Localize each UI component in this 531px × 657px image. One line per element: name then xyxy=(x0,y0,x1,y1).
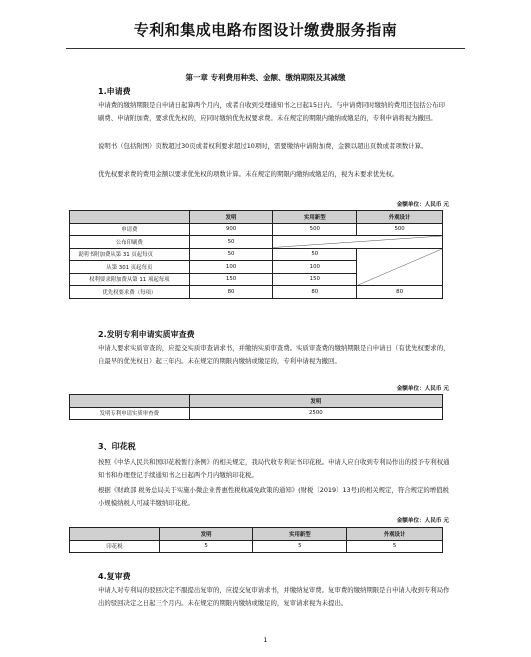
row-label: 说明书附加费从第 31 页起每页 xyxy=(70,248,190,261)
row-label: 权利要求附加费从第 11 项起每项 xyxy=(70,273,190,286)
document-title: 专利和集成电路布图设计缴费服务指南 xyxy=(133,21,398,39)
section-3-unit-note: 金额单位：人民币 元 xyxy=(396,518,449,524)
table-cell: 100 xyxy=(273,261,357,274)
table-row xyxy=(70,540,443,553)
title-divider xyxy=(66,48,465,49)
section-4-heading: 4.复审费 xyxy=(98,572,131,581)
table-header-cell: 发明 xyxy=(189,211,273,224)
section-2-paragraph-1: 申请人要求实质审查的，应提交实质审查请求书，并缴纳实质审查费。实质审查费的缴纳期限是自申请日（有优先权要求的，自最早的优先权日）起三年内。未在规定的期限内缴纳或缴足的，专利申请视为撤回。 xyxy=(98,344,450,365)
section-1-paragraph-2: 说明书（包括附图）页数超过30页或者权利要求超过10项时，需要缴纳申请附加费，金额以超出页数或者项数计算。 xyxy=(98,142,428,150)
section-1-paragraph-3: 优先权要求费的费用金额以要求优先权的项数计算。未在规定的期限内缴纳或缴足的，视为未要求优先权。 xyxy=(98,170,399,178)
table-header-row xyxy=(70,211,443,224)
table-cell: 5 xyxy=(347,540,443,553)
section-1-unit-note: 金额单位：人民币 元 xyxy=(396,202,449,208)
row-label: 优先权要求费（每项） xyxy=(70,286,190,299)
table-cell: 5 xyxy=(159,540,253,553)
table-cell: 2500 xyxy=(189,407,442,420)
row-label: 发明专利申请实质审查费 xyxy=(70,407,190,420)
table-cell: 100 xyxy=(189,261,273,274)
table-cell: 900 xyxy=(189,223,273,236)
table-header-cell: 发明 xyxy=(189,395,442,408)
table-cell: 50 xyxy=(189,236,273,249)
table-row xyxy=(70,407,443,420)
table-cell: 50 xyxy=(273,248,357,261)
not-applicable-cell xyxy=(273,236,443,249)
table-row xyxy=(70,286,443,299)
table-header-cell: 外观设计 xyxy=(347,528,443,541)
table-cell: 500 xyxy=(273,223,357,236)
section-4-paragraph-1: 申请人对专利局的驳回决定不服提出复审的，应提交复审请求书，并缴纳复审费。复审费的缴纳期限是自申请人收到专利局作出的驳回决定之日起三个月内。未在规定的期限内缴纳或缴足的，复审请求视为未提出。 xyxy=(98,586,450,607)
table-cell: 80 xyxy=(357,286,443,299)
section-2-unit-note: 金额单位：人民币 元 xyxy=(396,386,449,392)
row-label: 公布印刷费 xyxy=(70,236,190,249)
table-header-cell xyxy=(70,211,190,224)
section-1-heading: 1.申请费 xyxy=(98,87,131,96)
not-applicable-cell xyxy=(357,248,443,286)
row-label: 印花税 xyxy=(70,540,160,553)
table-row xyxy=(70,236,443,249)
table-header-cell: 实用新型 xyxy=(253,528,347,541)
table-cell: 150 xyxy=(273,273,357,286)
table-header-cell: 外观设计 xyxy=(357,211,443,224)
table-cell: 50 xyxy=(189,248,273,261)
section-3-paragraph-2: 根据《财政部 税务总局关于实施小微企业普惠性税收减免政策的通知》(财税〔2019〕13号)的相关规定，符合规定的增值税小规模纳税人可减半缴纳印花税。 xyxy=(98,486,449,507)
fee-table-stamp-duty xyxy=(69,527,443,553)
table-header-cell xyxy=(70,395,190,408)
table-cell: 5 xyxy=(253,540,347,553)
section-1-paragraph-1: 申请费的缴纳期限是自申请日起算两个月内，或者自收到受理通知书之日起15日内。与申请费同时缴纳的费用还包括公布印刷费、申请附加费，要求优先权的，应同时缴纳优先权要求费。未在规定的期限内缴纳或缴足的，专利申请将视为撤回。 xyxy=(98,101,445,122)
table-cell: 80 xyxy=(273,286,357,299)
table-cell: 500 xyxy=(357,223,443,236)
table-cell: 150 xyxy=(189,273,273,286)
table-row xyxy=(70,248,443,261)
fee-table-application xyxy=(69,210,443,299)
table-header-row xyxy=(70,395,443,408)
chapter-heading: 第一章 专利费用种类、金额、缴纳期限及其减缴 xyxy=(185,73,346,82)
table-row xyxy=(70,223,443,236)
row-label: 申请费 xyxy=(70,223,190,236)
fee-table-examination xyxy=(69,394,443,420)
row-label: 从第 301 页起每页 xyxy=(70,261,190,274)
section-3-heading: 3、印花税 xyxy=(98,442,136,451)
page-number: 1 xyxy=(263,636,268,644)
table-cell: 80 xyxy=(189,286,273,299)
section-3-paragraph-1: 按照《中华人民共和国印花税暂行条例》的相关规定，我局代收专利证书印花税。申请人应自收到专利局作出的授予专利权通知书和办理登记手续通知书之日起两个月内缴纳印花税。 xyxy=(98,458,450,479)
section-2-heading: 2.发明专利申请实质审查费 xyxy=(98,330,195,339)
table-header-cell xyxy=(70,528,160,541)
table-header-cell: 实用新型 xyxy=(273,211,357,224)
table-header-cell: 发明 xyxy=(159,528,253,541)
table-header-row xyxy=(70,528,443,541)
